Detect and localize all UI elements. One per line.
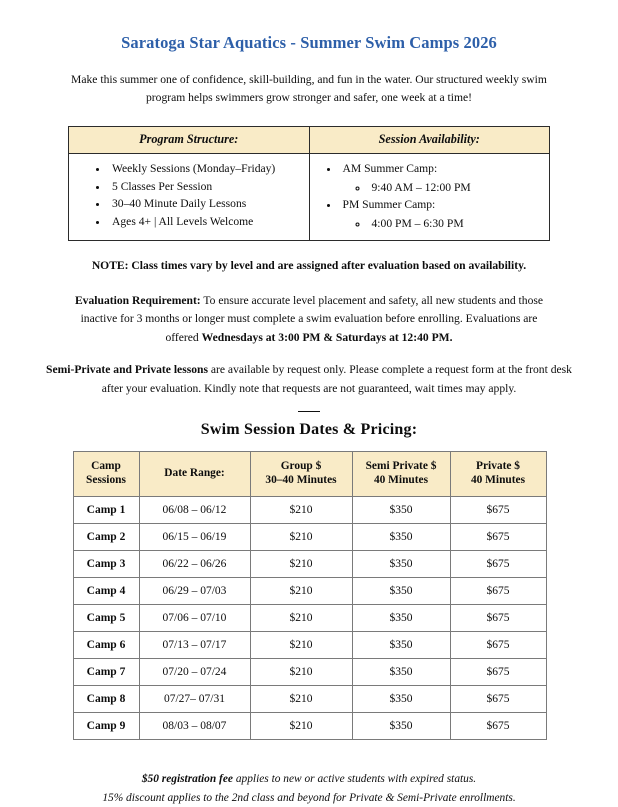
cell-private: $675 — [450, 551, 546, 578]
header-line-2: 40 Minutes — [470, 474, 526, 487]
cell-semi: $350 — [352, 659, 450, 686]
footer-line-2: 15% discount applies to the 2nd class and beyond for Private & Semi-Private enrollments. — [102, 791, 516, 804]
page-title: Saratoga Star Aquatics - Summer Swim Camps 2026 — [121, 33, 497, 52]
cell-semi: $350 — [352, 497, 450, 524]
cell-semi: $350 — [352, 578, 450, 605]
cell-private: $675 — [450, 605, 546, 632]
pricing-header-group — [250, 451, 352, 497]
evaluation-lead: Evaluation Requirement: — [74, 293, 201, 307]
cell-group: $210 — [250, 497, 352, 524]
pm-camp-label: PM Summer Camp: — [342, 198, 436, 212]
pricing-table-body — [73, 497, 546, 740]
pricing-table-wrapper — [73, 451, 546, 741]
header-line-2: 30–40 Minutes — [265, 474, 337, 487]
program-info-table — [68, 126, 550, 241]
pricing-header-private — [450, 451, 546, 497]
list-item — [340, 160, 546, 196]
list-item: • 5 Classes Per Session — [109, 178, 305, 196]
header-line-2: 40 Minutes — [373, 474, 429, 487]
cell-semi: $350 — [352, 551, 450, 578]
cell-semi: $350 — [352, 524, 450, 551]
cell-dates: 07/27– 07/31 — [139, 686, 250, 713]
cell-private: $675 — [450, 686, 546, 713]
am-camp-times — [343, 179, 546, 197]
table-row — [73, 659, 546, 686]
cell-private: $675 — [450, 578, 546, 605]
cell-camp: Camp 2 — [73, 524, 139, 551]
cell-dates: 06/08 – 06/12 — [139, 497, 250, 524]
pm-camp-times — [343, 215, 546, 233]
session-availability-list — [314, 160, 546, 232]
cell-group: $210 — [250, 605, 352, 632]
pricing-header-camp-sessions — [73, 451, 139, 497]
table-row — [73, 632, 546, 659]
footer-line-1 — [54, 770, 564, 788]
cell-group: $210 — [250, 713, 352, 740]
cell-dates: 07/20 – 07/24 — [139, 659, 250, 686]
cell-camp: Camp 6 — [73, 632, 139, 659]
cell-group: $210 — [250, 524, 352, 551]
section-divider — [298, 411, 320, 412]
table-row — [73, 713, 546, 740]
cell-private: $675 — [450, 524, 546, 551]
list-item: ◦ 9:40 AM – 12:00 PM — [369, 179, 546, 197]
cell-private: $675 — [450, 659, 546, 686]
program-structure-cell — [69, 153, 310, 240]
list-item: • Ages 4+ | All Levels Welcome — [109, 213, 305, 231]
table-row — [73, 551, 546, 578]
cell-private: $675 — [450, 632, 546, 659]
pricing-header-row — [73, 451, 546, 497]
info-table-header-row — [69, 126, 550, 153]
cell-private: $675 — [450, 713, 546, 740]
cell-semi: $350 — [352, 605, 450, 632]
pricing-section-heading: Swim Session Dates & Pricing: — [200, 420, 418, 438]
cell-group: $210 — [250, 632, 352, 659]
cell-dates: 06/29 – 07/03 — [139, 578, 250, 605]
pricing-table — [73, 451, 547, 741]
info-table-body-row — [69, 153, 550, 240]
info-header-program-structure: Program Structure: — [69, 126, 310, 153]
cell-dates: 07/13 – 07/17 — [139, 632, 250, 659]
table-row — [73, 605, 546, 632]
intro-paragraph: Make this summer one of confidence, skill-building, and fun in the water. Our structured weekly swim program helps swimmers grow stronger and safer, one week at a time! — [71, 73, 547, 104]
table-row — [73, 497, 546, 524]
cell-dates: 08/03 – 08/07 — [139, 713, 250, 740]
cell-semi: $350 — [352, 713, 450, 740]
list-item: ◦ 4:00 PM – 6:30 PM — [369, 215, 546, 233]
pricing-header-date-range — [139, 451, 250, 497]
pricing-header-semi-private — [352, 451, 450, 497]
evaluation-times: Wednesdays at 3:00 PM & Saturdays at 12:40 PM. — [201, 330, 453, 344]
header-line-1: Group $ — [280, 459, 322, 472]
cell-group: $210 — [250, 659, 352, 686]
cell-semi: $350 — [352, 686, 450, 713]
private-lessons-body: are available by request only. Please complete a request form at the front desk after your evaluation. Kindly note that requests are not guaranteed, wait times may apply. — [101, 363, 572, 395]
footer-notes — [54, 770, 564, 807]
table-row — [73, 524, 546, 551]
table-row — [73, 578, 546, 605]
cell-dates: 06/22 – 06/26 — [139, 551, 250, 578]
registration-fee-text: applies to new or active students with expired status. — [232, 773, 477, 786]
cell-camp: Camp 9 — [73, 713, 139, 740]
cell-group: $210 — [250, 686, 352, 713]
program-structure-list — [73, 160, 305, 230]
cell-camp: Camp 4 — [73, 578, 139, 605]
cell-camp: Camp 1 — [73, 497, 139, 524]
list-item — [340, 196, 546, 232]
cell-camp: Camp 5 — [73, 605, 139, 632]
cell-group: $210 — [250, 551, 352, 578]
header-line-1: Camp — [91, 459, 121, 472]
cell-camp: Camp 8 — [73, 686, 139, 713]
header-line-1: Semi Private $ — [365, 459, 437, 472]
cell-camp: Camp 7 — [73, 659, 139, 686]
private-lessons-paragraph — [45, 361, 573, 398]
registration-fee-label: $50 registration fee — [141, 773, 233, 786]
cell-dates: 07/06 – 07/10 — [139, 605, 250, 632]
cell-camp: Camp 3 — [73, 551, 139, 578]
cell-private: $675 — [450, 497, 546, 524]
cell-dates: 06/15 – 06/19 — [139, 524, 250, 551]
cell-group: $210 — [250, 578, 352, 605]
list-item: • Weekly Sessions (Monday–Friday) — [109, 160, 305, 178]
evaluation-body: To ensure accurate level placement and safety, all new students and those inactive for 3 months or longer must complete a swim evaluation before enrolling. Evaluations are offered — [80, 293, 544, 344]
header-line-2: Sessions — [86, 474, 126, 487]
table-row — [73, 686, 546, 713]
list-item: • 30–40 Minute Daily Lessons — [109, 195, 305, 213]
header-line-1: Private $ — [476, 459, 520, 472]
session-availability-cell — [309, 153, 550, 240]
info-header-session-availability: Session Availability: — [309, 126, 550, 153]
am-camp-label: AM Summer Camp: — [342, 161, 438, 175]
header-line-1: Date Range: — [164, 466, 225, 479]
private-lessons-lead: Semi-Private and Private lessons — [46, 363, 208, 377]
class-times-note: NOTE: Class times vary by level and are assigned after evaluation based on availability. — [91, 259, 527, 273]
evaluation-requirement-paragraph — [63, 292, 555, 348]
cell-semi: $350 — [352, 632, 450, 659]
